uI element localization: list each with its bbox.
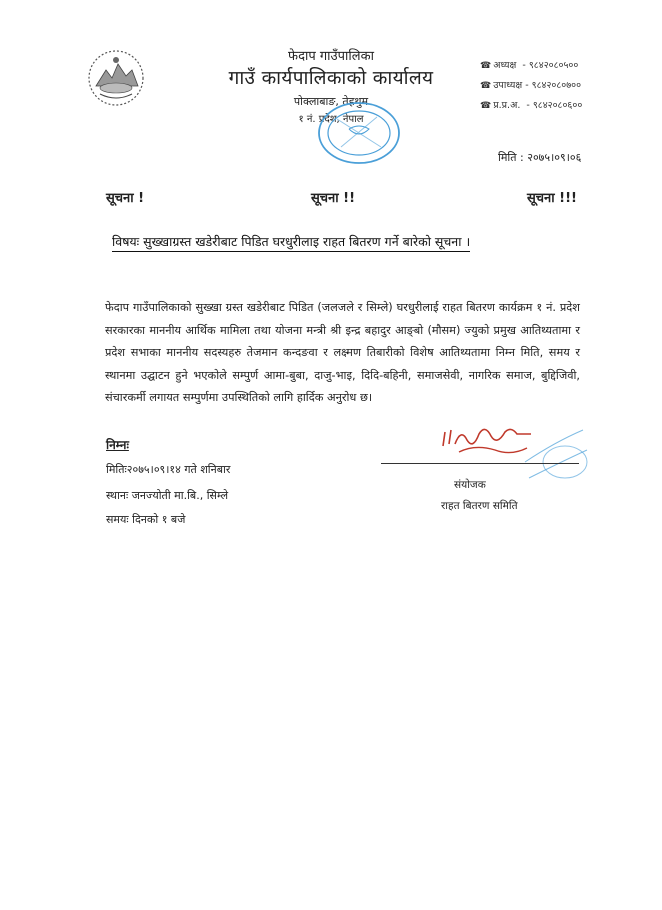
schedule-time: समयः दिनको १ बजे <box>106 513 186 526</box>
signature-icon <box>415 422 595 492</box>
subject-line: विषयः सुख्खाग्रस्त खडेरीबाट पिडित घरधुरीलाइ राहत बितरण गर्ने बारेको सूचना । <box>112 233 470 252</box>
notice-heading: सूचना !!! <box>527 191 577 206</box>
phone-row <box>480 96 582 116</box>
office-stamp-icon <box>297 95 405 167</box>
address-line-1: पोक्लाबाङ, तेह्रथुम <box>293 95 369 108</box>
phone-icon: ☎ <box>480 101 492 111</box>
phone-number: - ९८४२०८०५०० <box>522 60 579 71</box>
schedule-place: स्थानः जनज्योती मा.बि., सिम्ले <box>106 489 229 502</box>
municipality-name: फेदाप गाउँपालिका <box>288 49 374 64</box>
notice-heading: सूचना !! <box>311 191 356 206</box>
phone-role: अध्यक्ष <box>493 60 517 71</box>
body-paragraph: फेदाप गाउँपालिकाको सुख्खा ग्रस्त खडेरीबाट पिडित (जलजले र सिम्ले) घरधुरीलाई राहत बितरण कार्यक्रम १ नं. प्रदेश सरकारका माननीय आर्थिक मामिला तथा योजना मन्त्री श्री इन्द्र बहादुर आङ्बो (मौसम) ज्युको प्रमुख आतिथ्यतामा र प्रदेश सभाका माननीय सदस्यहरु तेजमान कन्दङवा र लक्ष्मण तिबारीको विशेष आतिथ्यतामा निम्न मिति, समय र स्थानमा उद्घाटन हुने भएकोले सम्पुर्ण आमा-बुबा, दाजु-भाइ, दिदि-बहिनी, समाजसेवी, नागरिक समाज, बुद्दिजिवी, संचारकर्मी लगायत सम्पुर्णमा उपस्थितिको लागि हार्दिक अनुरोध छ। <box>105 301 580 404</box>
phone-list <box>480 56 582 116</box>
phone-role: उपाध्यक्ष <box>493 80 523 91</box>
phone-role: प्र.प्र.अ. <box>493 100 521 111</box>
phone-row <box>480 76 582 96</box>
signatory-committee: राहत बितरण समिति <box>441 500 518 512</box>
letter-date: मिति : २०७५।०९।०६ <box>498 151 582 164</box>
signature-line <box>381 463 579 464</box>
schedule-title: निम्नः <box>106 438 129 452</box>
phone-number: - ९८४२०८०७०० <box>525 80 582 91</box>
phone-number: - ९८४२०८०६०० <box>526 100 583 111</box>
schedule-date: मितिः२०७५।०९।१४ गते शनिबार <box>106 463 231 476</box>
office-title: गाउँ कार्यपालिकाको कार्यालय <box>228 67 434 89</box>
phone-icon: ☎ <box>480 61 492 71</box>
notice-heading: सूचना ! <box>106 191 145 206</box>
phone-row <box>480 56 582 76</box>
signatory-role: संयोजक <box>454 479 486 491</box>
address-line-2: १ नं. प्रदेश, नेपाल <box>298 114 364 125</box>
phone-icon: ☎ <box>480 81 492 91</box>
